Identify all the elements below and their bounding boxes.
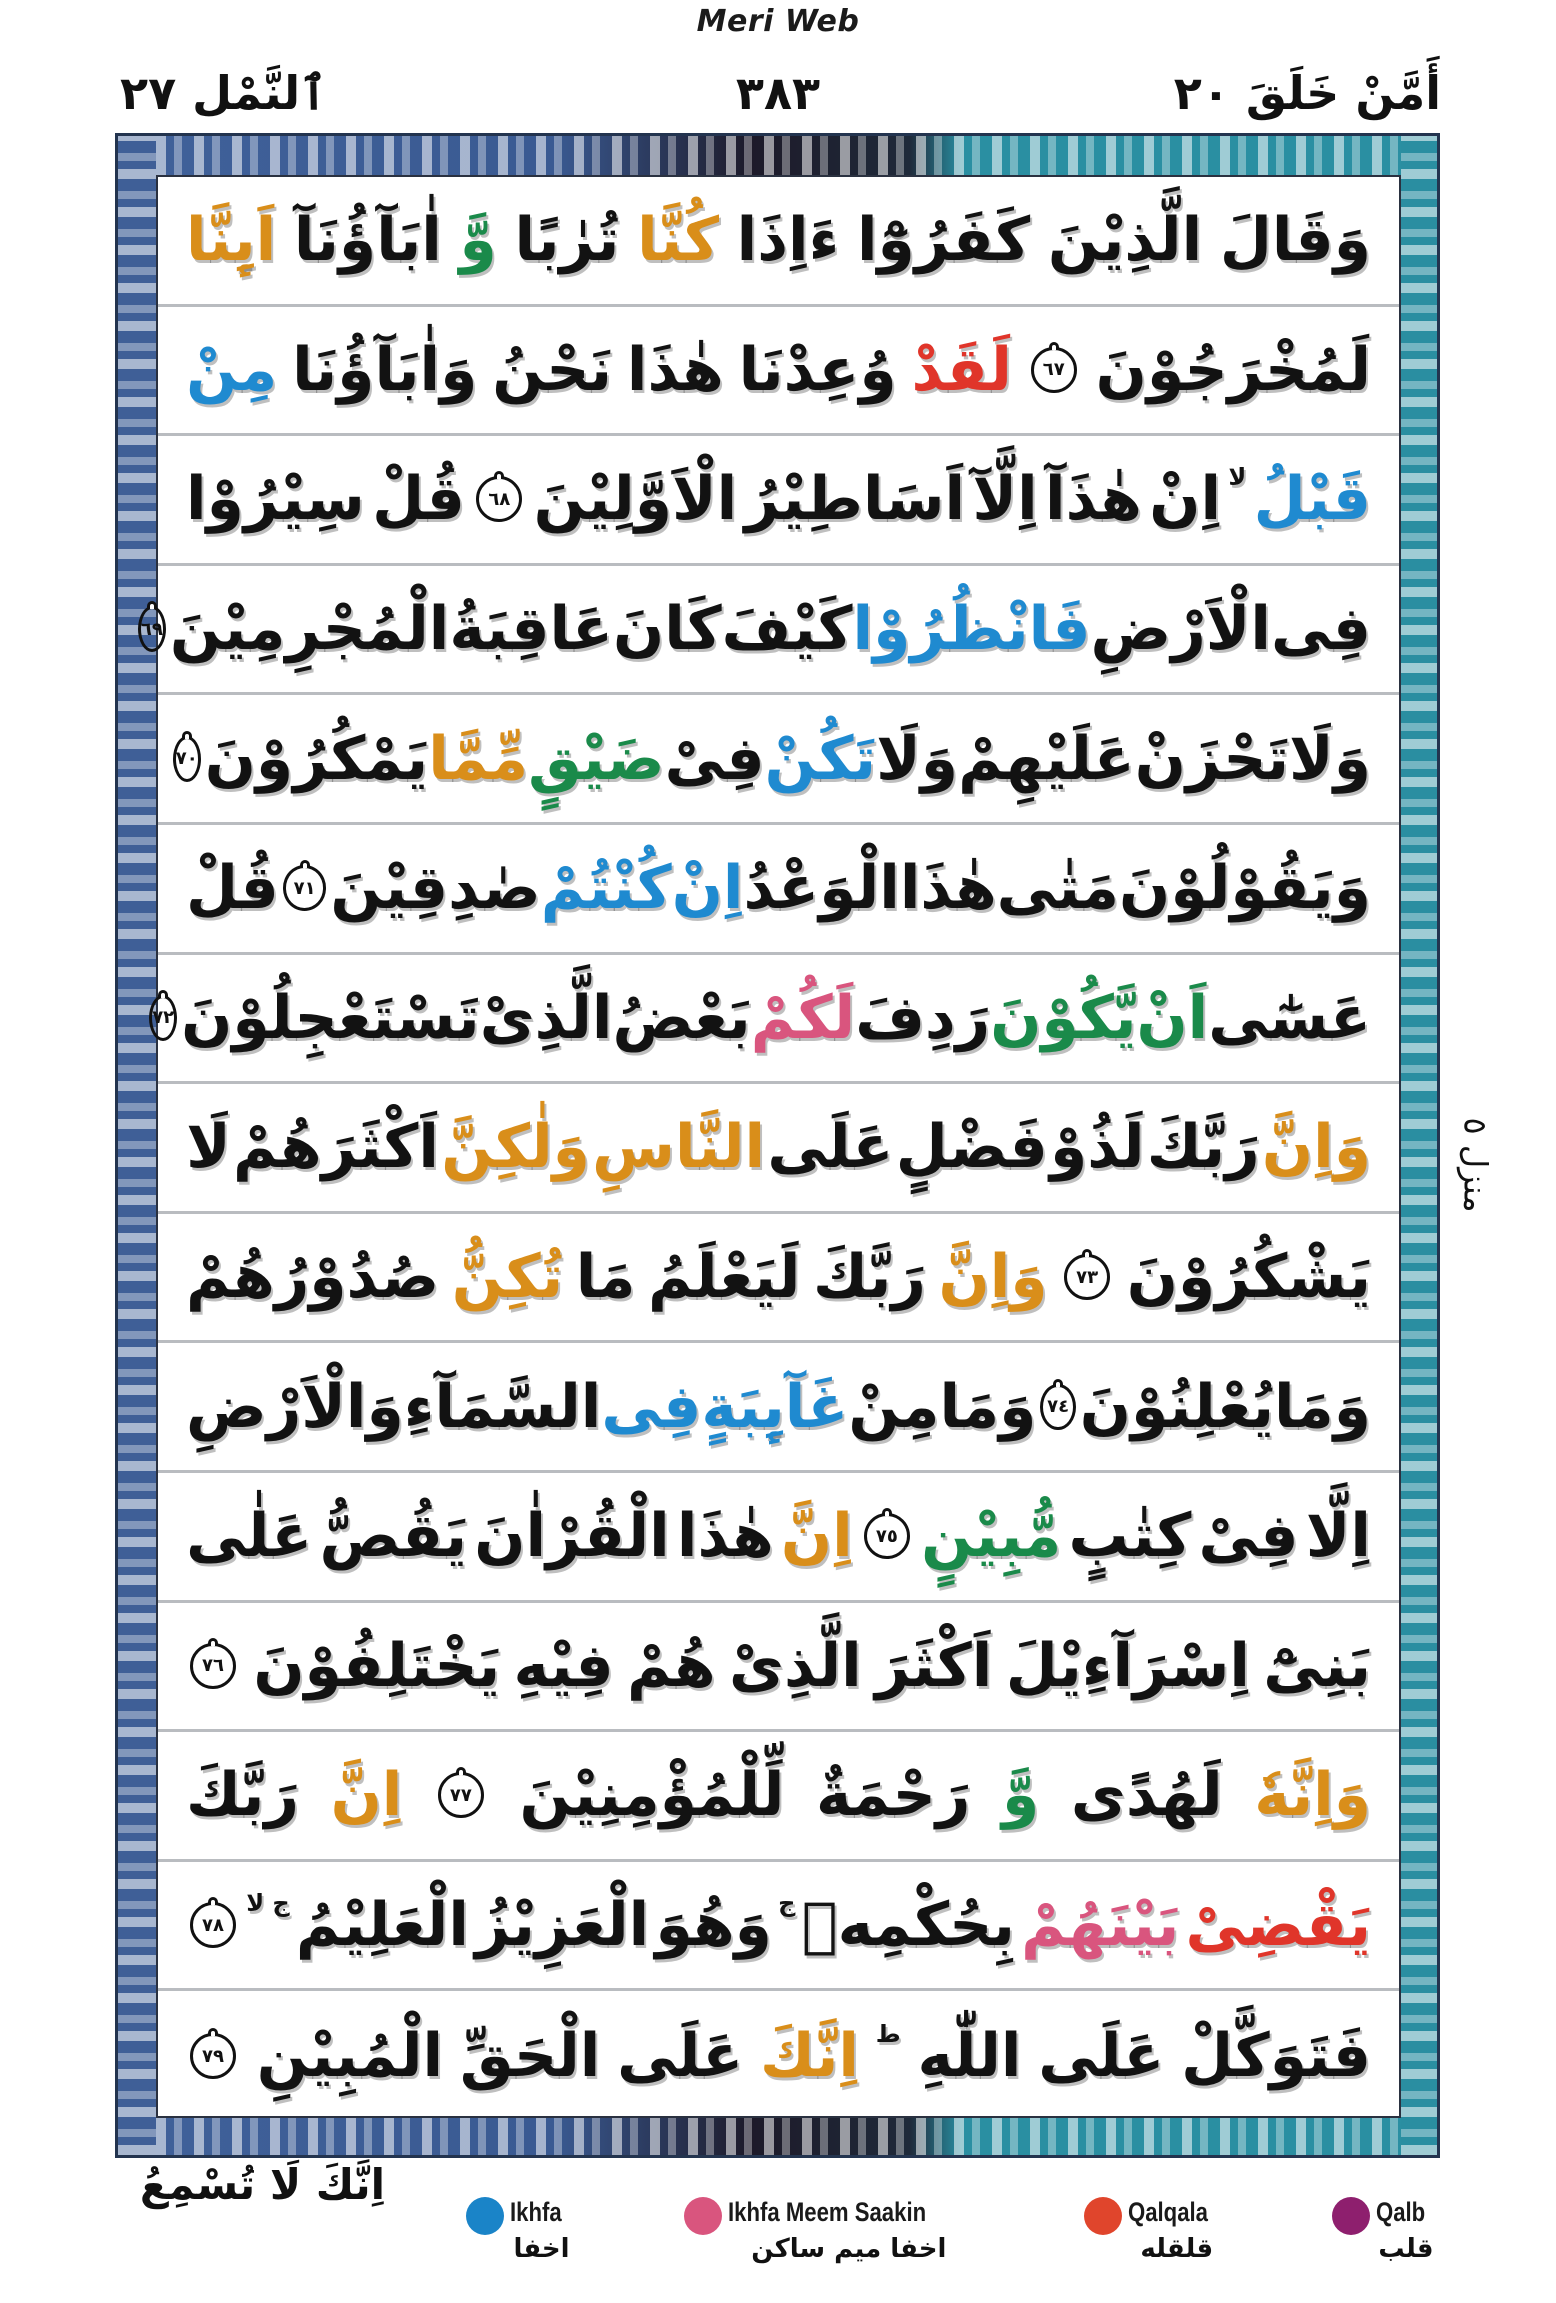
waqf-sign: ج لا: [246, 1889, 290, 1918]
word: فَضْلٍ: [895, 1112, 1048, 1183]
verse-line: [158, 177, 1399, 307]
tajweed-word: اِنَّ: [330, 1760, 403, 1831]
word: اَسَاطِيْرُ: [744, 464, 966, 535]
word: سِيْرُوْا: [186, 464, 365, 535]
qalqala-color-dot: [1084, 2197, 1122, 2235]
ornamental-frame: [115, 133, 1440, 2158]
word: نَحْنُ: [492, 334, 613, 405]
tajweed-word: اَىِٕنَّا: [186, 205, 277, 276]
word: تَسْتَعْجِلُوْنَ: [181, 982, 480, 1053]
word: يَقُصُّ: [319, 1501, 468, 1572]
word: كَفَرُوْٓا: [856, 205, 1031, 276]
word: رَبَّكَ: [812, 1242, 926, 1313]
word: لَمُخْرَجُوْنَ: [1095, 334, 1371, 405]
legend-label-ar: اخفا: [513, 2234, 570, 2264]
legend-label-en: Qalqala: [1128, 2197, 1208, 2227]
word: اِلَّا: [1305, 1501, 1371, 1572]
word: بِحُكْمِهٖ: [801, 1890, 1015, 1961]
legend-qalqala: [1084, 2195, 1226, 2269]
tajweed-word: وَّ: [459, 205, 497, 276]
tajweed-word: النَّاسِ: [592, 1112, 766, 1183]
word: تَحْزَنْ: [1134, 723, 1290, 794]
tajweed-word: مِّمَّا: [428, 723, 529, 794]
catchword: اِنَّكَ لَا تُسْمِعُ: [139, 2160, 385, 2209]
word: الْقُرْاٰنَ: [474, 1501, 670, 1572]
word: لَهُدًى: [1070, 1760, 1223, 1831]
legend-label-en: Ikhfa Meem Saakin: [728, 2197, 927, 2227]
word: الْحَقِّ: [459, 2021, 601, 2092]
word: هٰذَا: [676, 1501, 774, 1572]
word: عَلَيْهِمْ: [958, 723, 1135, 794]
word: اِنْ: [1149, 464, 1222, 535]
frame-border-right: [1401, 136, 1437, 2155]
tajweed-word: اِنَّكَ: [760, 2021, 859, 2092]
tajweed-word: فِى: [601, 1371, 702, 1442]
tajweed-word: وَاِنَّ: [1261, 1112, 1371, 1183]
word: عَلٰى: [186, 1501, 313, 1572]
qalb-color-dot: [1332, 2197, 1370, 2235]
manzil-marker: [1446, 1085, 1506, 1245]
verse-line: [158, 1473, 1399, 1603]
word: وُعِدْنَا: [738, 334, 897, 405]
tajweed-word: اِنْ: [671, 853, 744, 924]
ayah-number-marker: ٦٩: [138, 606, 166, 652]
verse-line: [158, 1084, 1399, 1214]
word: قُلْ: [372, 464, 465, 535]
word: اِلَّآ: [972, 464, 1038, 535]
ayah-number-marker: ٧٤: [1040, 1384, 1075, 1430]
tajweed-word: لَكُمْ: [750, 982, 856, 1053]
word: يَمْكُرُوْنَ: [204, 723, 429, 794]
word: الْمُبِيْنِ: [256, 2021, 444, 2092]
ayah-number-marker: ٧٠: [173, 736, 201, 782]
word: ءَاِذَا: [736, 205, 840, 276]
tajweed-word: يَقْضِىْ: [1185, 1890, 1371, 1961]
word: الْعَزِيْزُ: [475, 1890, 650, 1961]
word: فِى: [1271, 594, 1371, 665]
word: لِّلْمُؤْمِنِيْنَ: [519, 1760, 785, 1831]
word: الْاَرْضِ: [1090, 594, 1271, 665]
word: فِيْهِ: [513, 1630, 614, 1701]
word: كِتٰبٍ: [1068, 1501, 1192, 1572]
word: الَّذِيْنَ: [1047, 205, 1203, 276]
tajweed-word: يَّكُوْنَ: [990, 982, 1137, 1053]
tajweed-word: تَكُنْ: [764, 723, 877, 794]
word: قُلْ: [186, 853, 279, 924]
waqf-sign: لا: [1228, 463, 1247, 492]
ayah-number-marker: ٧٧: [438, 1772, 484, 1818]
word: تُرٰبًا: [514, 205, 620, 276]
frame-border-left: [118, 136, 156, 2155]
word: صٰدِقِيْنَ: [330, 853, 541, 924]
ayah-number-marker: ٦٨: [476, 476, 522, 522]
word: اِسْرَآءِيْلَ: [1005, 1630, 1250, 1701]
tajweed-word: اِنَّ: [780, 1501, 853, 1572]
word: مَتٰى: [996, 853, 1120, 924]
verse-line: [158, 1862, 1399, 1992]
tajweed-word: فَانْظُرُوْا: [852, 594, 1091, 665]
word: وَمَا: [939, 1371, 1037, 1442]
word: رَدِفَ: [855, 982, 991, 1053]
tajweed-word: غَآىِٕبَةٍ: [701, 1371, 849, 1442]
tajweed-word: كُنْتُمْ: [540, 853, 672, 924]
ikhfa-color-dot: [466, 2197, 504, 2235]
verse-line: [158, 825, 1399, 955]
word: وَلَا: [1289, 723, 1371, 794]
brand-title: Meri Web: [696, 4, 860, 39]
word: مَا: [575, 1242, 636, 1313]
tajweed-word: ضَيْقٍ: [528, 723, 665, 794]
verse-line: [158, 436, 1399, 566]
quran-text-page: [140, 175, 1401, 2118]
word: رَحْمَةٌ: [816, 1760, 971, 1831]
word: اَكْثَرَهُمْ: [233, 1112, 439, 1183]
tajweed-word: كُنَّا: [637, 205, 719, 276]
ayah-number-marker: ٧٦: [190, 1643, 236, 1689]
legend-label-en: Ikhfa: [510, 2197, 562, 2227]
ayah-number-marker: ٦٧: [1031, 347, 1077, 393]
legend-qalb: [1332, 2195, 1436, 2269]
word: فَتَوَكَّلْ: [1181, 2021, 1371, 2092]
word: هُمْ: [626, 1630, 716, 1701]
word: اٰبَآؤُنَآ: [293, 205, 442, 276]
manzil-label: منزل ٥: [1457, 1117, 1495, 1213]
page-number: ٣٨٣: [735, 66, 821, 120]
tajweed-word: لَقَدْ: [911, 334, 1012, 405]
word: هٰذَآ: [1045, 464, 1142, 535]
word: هٰذَا: [626, 334, 724, 405]
word: رَبَّكَ: [1146, 1112, 1260, 1183]
word: وَاٰبَآؤُنَا: [292, 334, 478, 405]
verse-line: [158, 1214, 1399, 1344]
ikhfa-meem-saakin-color-dot: [684, 2197, 722, 2235]
word: كَيْفَ: [721, 594, 853, 665]
word: لَيَعْلَمُ: [647, 1242, 801, 1313]
word: يَشْكُرُوْنَ: [1126, 1242, 1371, 1313]
tajweed-word: وَاِنَّ: [938, 1242, 1048, 1313]
word: يَخْتَلِفُوْنَ: [253, 1630, 501, 1701]
legend-label-en: Qalb: [1376, 2197, 1426, 2227]
ayah-number-marker: ٧٩: [190, 2033, 236, 2079]
tajweed-word: وَّ: [1002, 1760, 1040, 1831]
word: الْمُجْرِمِيْنَ: [169, 594, 450, 665]
tajweed-word: وَاِنَّهٗ: [1254, 1760, 1371, 1831]
word: وَيَقُوْلُوْنَ: [1119, 853, 1371, 924]
word: عَلَى: [1038, 2021, 1165, 2092]
word: بَعْضُ: [612, 982, 751, 1053]
word: الْعَلِيْمُ: [295, 1890, 469, 1961]
word: وَالْاَرْضِ: [186, 1371, 404, 1442]
word: اَكْثَرَ: [875, 1630, 993, 1701]
word: عَلَى: [767, 1112, 894, 1183]
verse-line: [158, 1732, 1399, 1862]
verse-line: [140, 566, 1399, 696]
juz-name-header: أَمَّنْ خَلَقَ ٢٠: [1173, 66, 1441, 120]
word: بَنِىْٓ: [1263, 1630, 1371, 1701]
verse-line: [158, 1991, 1399, 2121]
tajweed-word: وَلٰكِنَّ: [441, 1112, 590, 1183]
word: وَمَا: [1274, 1371, 1371, 1442]
waqf-sign: ج: [778, 1889, 796, 1918]
verse-line: [158, 695, 1399, 825]
word: رَبَّكَ: [186, 1760, 299, 1831]
word: لَذُوْ: [1049, 1112, 1145, 1183]
verse-line: [152, 955, 1399, 1085]
word: كَانَ: [613, 594, 722, 665]
tajweed-word: اَنْ: [1136, 982, 1209, 1053]
verse-line: [158, 1603, 1399, 1733]
ayah-number-marker: ٧٨: [190, 1902, 236, 1948]
verse-line: [158, 1343, 1399, 1473]
tajweed-word: تُكِنُّ: [451, 1242, 564, 1313]
word: الْاَوَّلِيْنَ: [533, 464, 738, 535]
tajweed-word: مُّبِيْنٍ: [921, 1501, 1062, 1572]
word: اللّٰهِ: [917, 2021, 1022, 2092]
ayah-number-marker: ٧٥: [864, 1513, 910, 1559]
word: عَلَى: [617, 2021, 744, 2092]
word: مِنْ: [848, 1371, 940, 1442]
word: السَّمَآءِ: [403, 1371, 602, 1442]
word: الَّذِىْ: [728, 1630, 862, 1701]
word: هٰذَا: [899, 853, 997, 924]
word: وَهُوَ: [655, 1890, 772, 1961]
legend-label-ar: قلقله: [1140, 2234, 1214, 2264]
word: فِىْ: [1198, 1501, 1299, 1572]
legend-ikhfa-meem-saakin: [684, 2195, 970, 2269]
word: لَا: [186, 1112, 231, 1183]
word: عَسٰٓى: [1208, 982, 1371, 1053]
legend-label-ar: قلب: [1378, 2234, 1434, 2264]
word: عَاقِبَةُ: [449, 594, 614, 665]
tajweed-word: بَيْنَهُمْ: [1021, 1890, 1180, 1961]
word: الَّذِىْ: [479, 982, 613, 1053]
word: يُعْلِنُوْنَ: [1079, 1371, 1275, 1442]
tajweed-word: مِنْ: [186, 334, 278, 405]
ayah-number-marker: ٧٢: [149, 995, 177, 1041]
surah-name-header: ٱلنَّمْل ٢٧: [120, 66, 328, 120]
ayah-number-marker: ٧٣: [1064, 1254, 1110, 1300]
tajweed-word: قَبْلُ: [1253, 464, 1371, 535]
word: وَلَا: [876, 723, 959, 794]
word: صُدُوْرُهُمْ: [186, 1242, 440, 1313]
verse-line: [158, 307, 1399, 437]
word: وَقَالَ: [1219, 205, 1371, 276]
legend-ikhfa: [466, 2195, 573, 2269]
legend-label-ar: اخفا میم ساکن: [751, 2234, 947, 2264]
word: فِىْ: [664, 723, 765, 794]
word: الْوَعْدُ: [743, 853, 900, 924]
waqf-sign: ط: [875, 2020, 901, 2049]
ayah-number-marker: ٧١: [283, 865, 327, 911]
